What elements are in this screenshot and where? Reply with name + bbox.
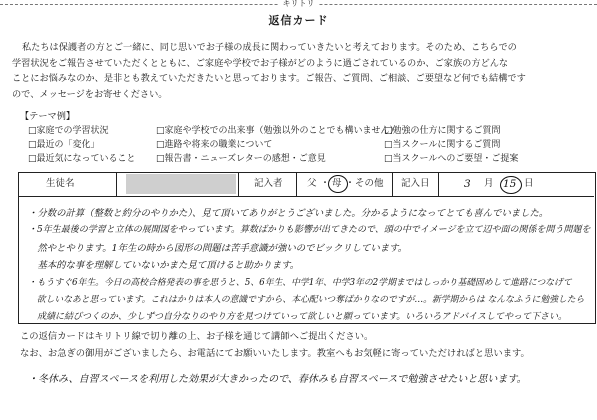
message-line: 成績に結びつくのか、少しずつ自分なりのやり方を見つけていって欲しいと願っています。いろいろアドバイスしてやって下さい。 bbox=[28, 312, 568, 322]
writer-option-mother[interactable]: 母 bbox=[332, 178, 342, 189]
footer-line: この返信カードはキリトリ線で切り離の上、お子様を通じて講師へご提出ください。 bbox=[20, 331, 374, 342]
intro-line: ことにお悩みなのか、是非とも教えていただきたいと思っております。ご報告、ご質問、ご相談、ご要望など何でも結構です bbox=[12, 73, 526, 84]
theme-item[interactable]: □最近の「変化」 bbox=[28, 140, 100, 150]
theme-item[interactable]: □家庭や学校での出来事（勉強以外のことでも構いません） bbox=[156, 126, 399, 136]
intro-text bbox=[12, 40, 592, 102]
date-month-value[interactable]: 3 bbox=[464, 178, 471, 190]
date-day-circle bbox=[500, 176, 522, 194]
date-day-value[interactable]: 15 bbox=[503, 178, 517, 190]
form-header-row: 生徒名 記入者 父 ・ 母 ・ その他 記入日 3 月 15 日 bbox=[18, 172, 594, 197]
intro-line: 私たちは保護者の方とご一緒に、同じ思いでお子様の成長に関わっていきたいと考えております。そのため、こちらでの bbox=[22, 42, 517, 53]
writer-option-father[interactable]: 父 bbox=[307, 178, 317, 189]
theme-item[interactable]: □家庭での学習状況 bbox=[28, 126, 109, 136]
theme-item[interactable]: □当スクールに関するご質問 bbox=[384, 140, 501, 150]
theme-item[interactable]: □報告書・ニューズレターの感想・ご意見 bbox=[156, 154, 326, 164]
theme-item[interactable]: □当スクールへのご要望・ご提案 bbox=[384, 154, 519, 164]
footer-line: なお、お急ぎの御用がございましたら、お電話にてお願いいたします。教室へもお気軽に寄っていただければと思います。 bbox=[20, 348, 530, 359]
message-line: 基本的な事を理解していないかまた見て頂けると助かります。 bbox=[28, 260, 300, 271]
theme-item[interactable]: □勉強の仕方に関するご質問 bbox=[384, 126, 501, 136]
student-name-label: 生徒名 bbox=[46, 178, 75, 189]
message-line: ・もうすぐ6年生。今日の高校合格発表の事を思うと、5、6年生、中学1年、中学3年の2学期まではしっかり基礎固めして進路につなげて bbox=[28, 278, 572, 288]
footnote-handwritten: ・冬休み、自習スペースを利用した効果が大きかったので、春休みも自習スペースで勉強させたいと思います。 bbox=[28, 374, 527, 385]
themes-heading: 【テーマ例】 bbox=[20, 111, 76, 122]
intro-line: ので、メッセージをお寄せください。 bbox=[12, 88, 168, 100]
student-name-redacted bbox=[126, 174, 236, 194]
theme-item[interactable]: □最近気になっていること bbox=[28, 154, 136, 164]
card-title: 返信カード bbox=[268, 14, 329, 27]
theme-item[interactable]: □進路や将来の職業について bbox=[156, 140, 273, 150]
intro-line: 学習状況をご報告させていただくとともに、ご家庭や学校でお子様がどのように過ごされているのか、ご家族の方どんな bbox=[12, 57, 509, 69]
message-line: 然やとやります。1年生の時から図形の問題は苦手意識が強いのでビックリしています。 bbox=[28, 243, 408, 254]
cut-label: キリトリ bbox=[0, 0, 597, 8]
day-label: 日 bbox=[524, 178, 534, 189]
date-label: 記入日 bbox=[401, 178, 430, 189]
message-line: 欲しいなあと思っています。これはかりは本人の意識ですから、本心配いつ奪ばかりなのですが…。新学期からは なんなふうに勉強したら bbox=[28, 295, 585, 305]
writer-option-other[interactable]: その他 bbox=[355, 178, 384, 189]
message-line: ・分数の計算（整数と約分のやりかた）、見て頂いてありがとうございました。分かるようになってとても喜んでいました。 bbox=[28, 208, 549, 219]
month-label: 月 bbox=[484, 178, 494, 189]
message-line: ・5年生最後の学習と立体の展開図をやっています。算数ばかりも影響が出てきたので、頭の中でイメージを立て辺や面の関係を問う問題を bbox=[28, 225, 591, 235]
writer-label: 記入者 bbox=[254, 178, 283, 189]
